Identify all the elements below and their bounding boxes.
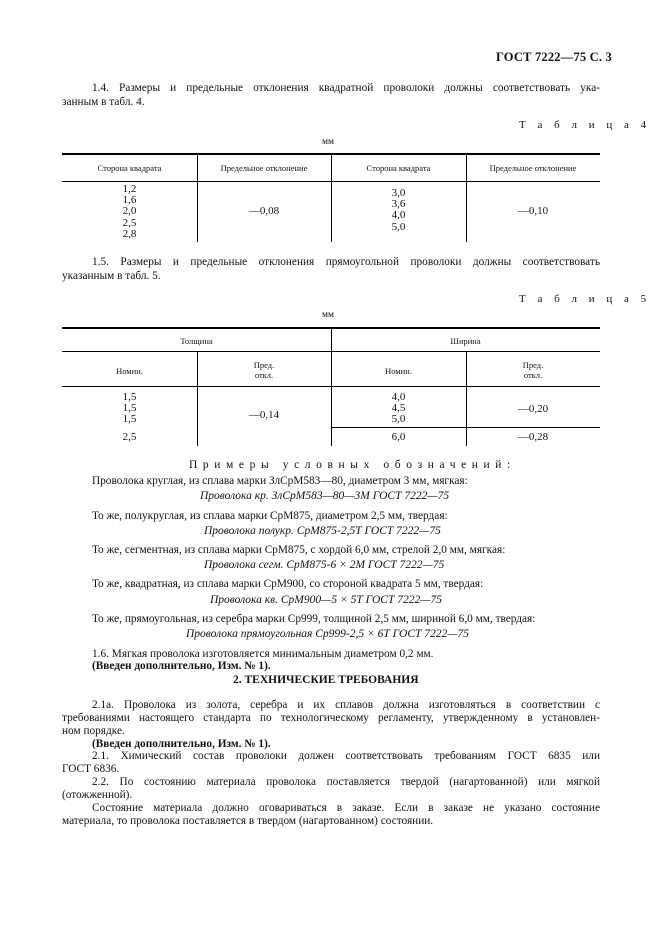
para-2-2-line1: 2.2. По состоянию материала проволока поставляется твердой (нагартованной) или мягкой: [92, 776, 600, 788]
example-text: То же, полукруглая, из сплава марки СрМ875, диаметром 2,5 мм, твердая:: [92, 510, 448, 522]
section-2-title: 2. ТЕХНИЧЕСКИЕ ТРЕБОВАНИЯ: [233, 674, 419, 686]
example-text: То же, квадратная, из сплава марки СрМ900, со стороной квадрата 5 мм, твердая:: [92, 578, 484, 590]
table-cell: 1,5: [122, 402, 137, 415]
para-2-1a-line1: 2.1а. Проволока из золота, серебра и их сплавов должна изготовляться в соответствии с: [92, 699, 600, 711]
table-cell: 4,0: [391, 391, 406, 403]
para-2-1a-line2: требованиями настоящего стандарта по технологическому регламенту, утвержденному в установлен-: [62, 712, 600, 724]
table4-header-rule: [62, 181, 600, 182]
example-designation: Проволока кр. ЗлСрМ583—80—3М ГОСТ 7222—75: [200, 490, 450, 502]
table5-group-thickness: Толщина: [180, 336, 213, 346]
para-state-line1: Состояние материала должно оговариваться в заказе. Если в заказе не указано состояние: [92, 802, 600, 814]
para-1-6: 1.6. Мягкая проволока изготовляется минимальным диаметром 0,2 мм.: [92, 648, 434, 660]
header-line: откл.: [254, 370, 274, 380]
example-designation: Проволока сегм. СрМ875-6 × 2М ГОСТ 7222—75: [204, 559, 445, 571]
table5-thick-col: [62, 392, 197, 426]
introduced-note-1: (Введен дополнительно, Изм. № 1).: [92, 660, 271, 672]
para-2-1-line1: 2.1. Химический состав проволоки должен соответствовать требованиям ГОСТ 6835 или: [92, 750, 600, 762]
table-cell: 2,8: [122, 227, 137, 240]
table5-header-pred2: [466, 360, 600, 380]
para-1-4-line2: занным в табл. 4.: [62, 96, 145, 108]
table-cell: 2,5: [122, 216, 137, 229]
table5-header-pred1: [197, 360, 331, 380]
table4-caption: Т а б л и ц а 4: [519, 119, 651, 131]
table4-header-dev1: Предельное отклонение: [220, 163, 308, 173]
table-cell: 4,0: [391, 209, 406, 222]
table4-header-side2: Сторона квадрата: [366, 163, 431, 173]
examples-title: Примеры условных обозначений:: [189, 459, 516, 471]
table4-col1: [62, 184, 197, 240]
table-cell: 3,6: [391, 198, 406, 211]
table5-header-nom2: Номин.: [385, 366, 412, 376]
table-cell: 1,6: [122, 194, 137, 207]
table4-col3: [331, 188, 466, 233]
table5-thick-dev: —0,14: [248, 409, 280, 421]
table5-width-dev: —0,20: [517, 403, 549, 415]
table5-width-last-dev: —0,28: [517, 431, 549, 443]
table-cell: 5,0: [391, 413, 406, 426]
table-cell: 2,0: [122, 205, 137, 218]
introduced-note-2: (Введен дополнительно, Изм. № 1).: [92, 738, 271, 750]
para-2-1a-line3: ном порядке.: [62, 725, 125, 737]
table-cell: 4,5: [391, 402, 406, 415]
table5-header-nom1: Номин.: [116, 366, 143, 376]
example-text: То же, сегментная, из сплава марки СрМ875, с хордой 6,0 мм, стрелой 2,0 мм, мягкая:: [92, 544, 506, 556]
table5-width-last: 6,0: [391, 431, 406, 443]
table-cell: 5,0: [391, 220, 406, 233]
table4-dev1: —0,08: [248, 205, 280, 217]
table4-header-side1: Сторона квадрата: [97, 163, 162, 173]
table5-width-col: [331, 392, 466, 426]
table4-unit: мм: [322, 137, 335, 147]
table-cell: 1,5: [122, 413, 137, 426]
table-cell: 1,2: [122, 183, 137, 195]
example-designation: Проволока прямоугольная Ср999-2,5 × 6Т ГОСТ 7222—75: [186, 628, 470, 640]
header-line: Пред.: [253, 360, 275, 370]
para-1-5-line1: 1.5. Размеры и предельные отклонения прямоугольной проволоки должны соответствовать: [92, 256, 600, 268]
table5-unit: мм: [322, 310, 335, 320]
table-cell: 3,0: [391, 187, 406, 199]
header-line: откл.: [523, 370, 543, 380]
table-cell: 1,5: [122, 391, 137, 403]
table5-caption: Т а б л и ц а 5: [519, 293, 651, 305]
para-2-1-line2: ГОСТ 6836.: [62, 763, 120, 775]
table4-header-dev2: Предельное отклонение: [489, 163, 577, 173]
table5-group-width: Ширина: [450, 336, 481, 346]
para-2-2-line2: (отожженной).: [62, 789, 133, 801]
para-1-4-line1: 1.4. Размеры и предельные отклонения квадратной проволоки должны соответствовать ука-: [92, 82, 600, 94]
example-text: Проволока круглая, из сплава марки ЗлСрМ583—80, диаметром 3 мм, мягкая:: [92, 475, 468, 487]
example-designation: Проволока полукр. СрМ875-2,5Т ГОСТ 7222—75: [204, 525, 441, 537]
para-1-5-line2: указанным в табл. 5.: [62, 270, 161, 282]
example-designation: Проволока кв. СрМ900—5 × 5Т ГОСТ 7222—75: [210, 594, 442, 606]
example-text: То же, прямоугольная, из серебра марки Ср999, толщиной 2,5 мм, шириной 6,0 мм, твердая:: [92, 613, 536, 625]
table5-thick-last: 2,5: [122, 431, 137, 443]
header-line: Пред.: [522, 360, 544, 370]
table4-dev2: —0,10: [517, 205, 549, 217]
page-header: ГОСТ 7222—75 С. 3: [495, 50, 612, 64]
para-state-line2: материала, то проволока поставляется в твердом (нагартованном) состоянии.: [62, 815, 434, 827]
